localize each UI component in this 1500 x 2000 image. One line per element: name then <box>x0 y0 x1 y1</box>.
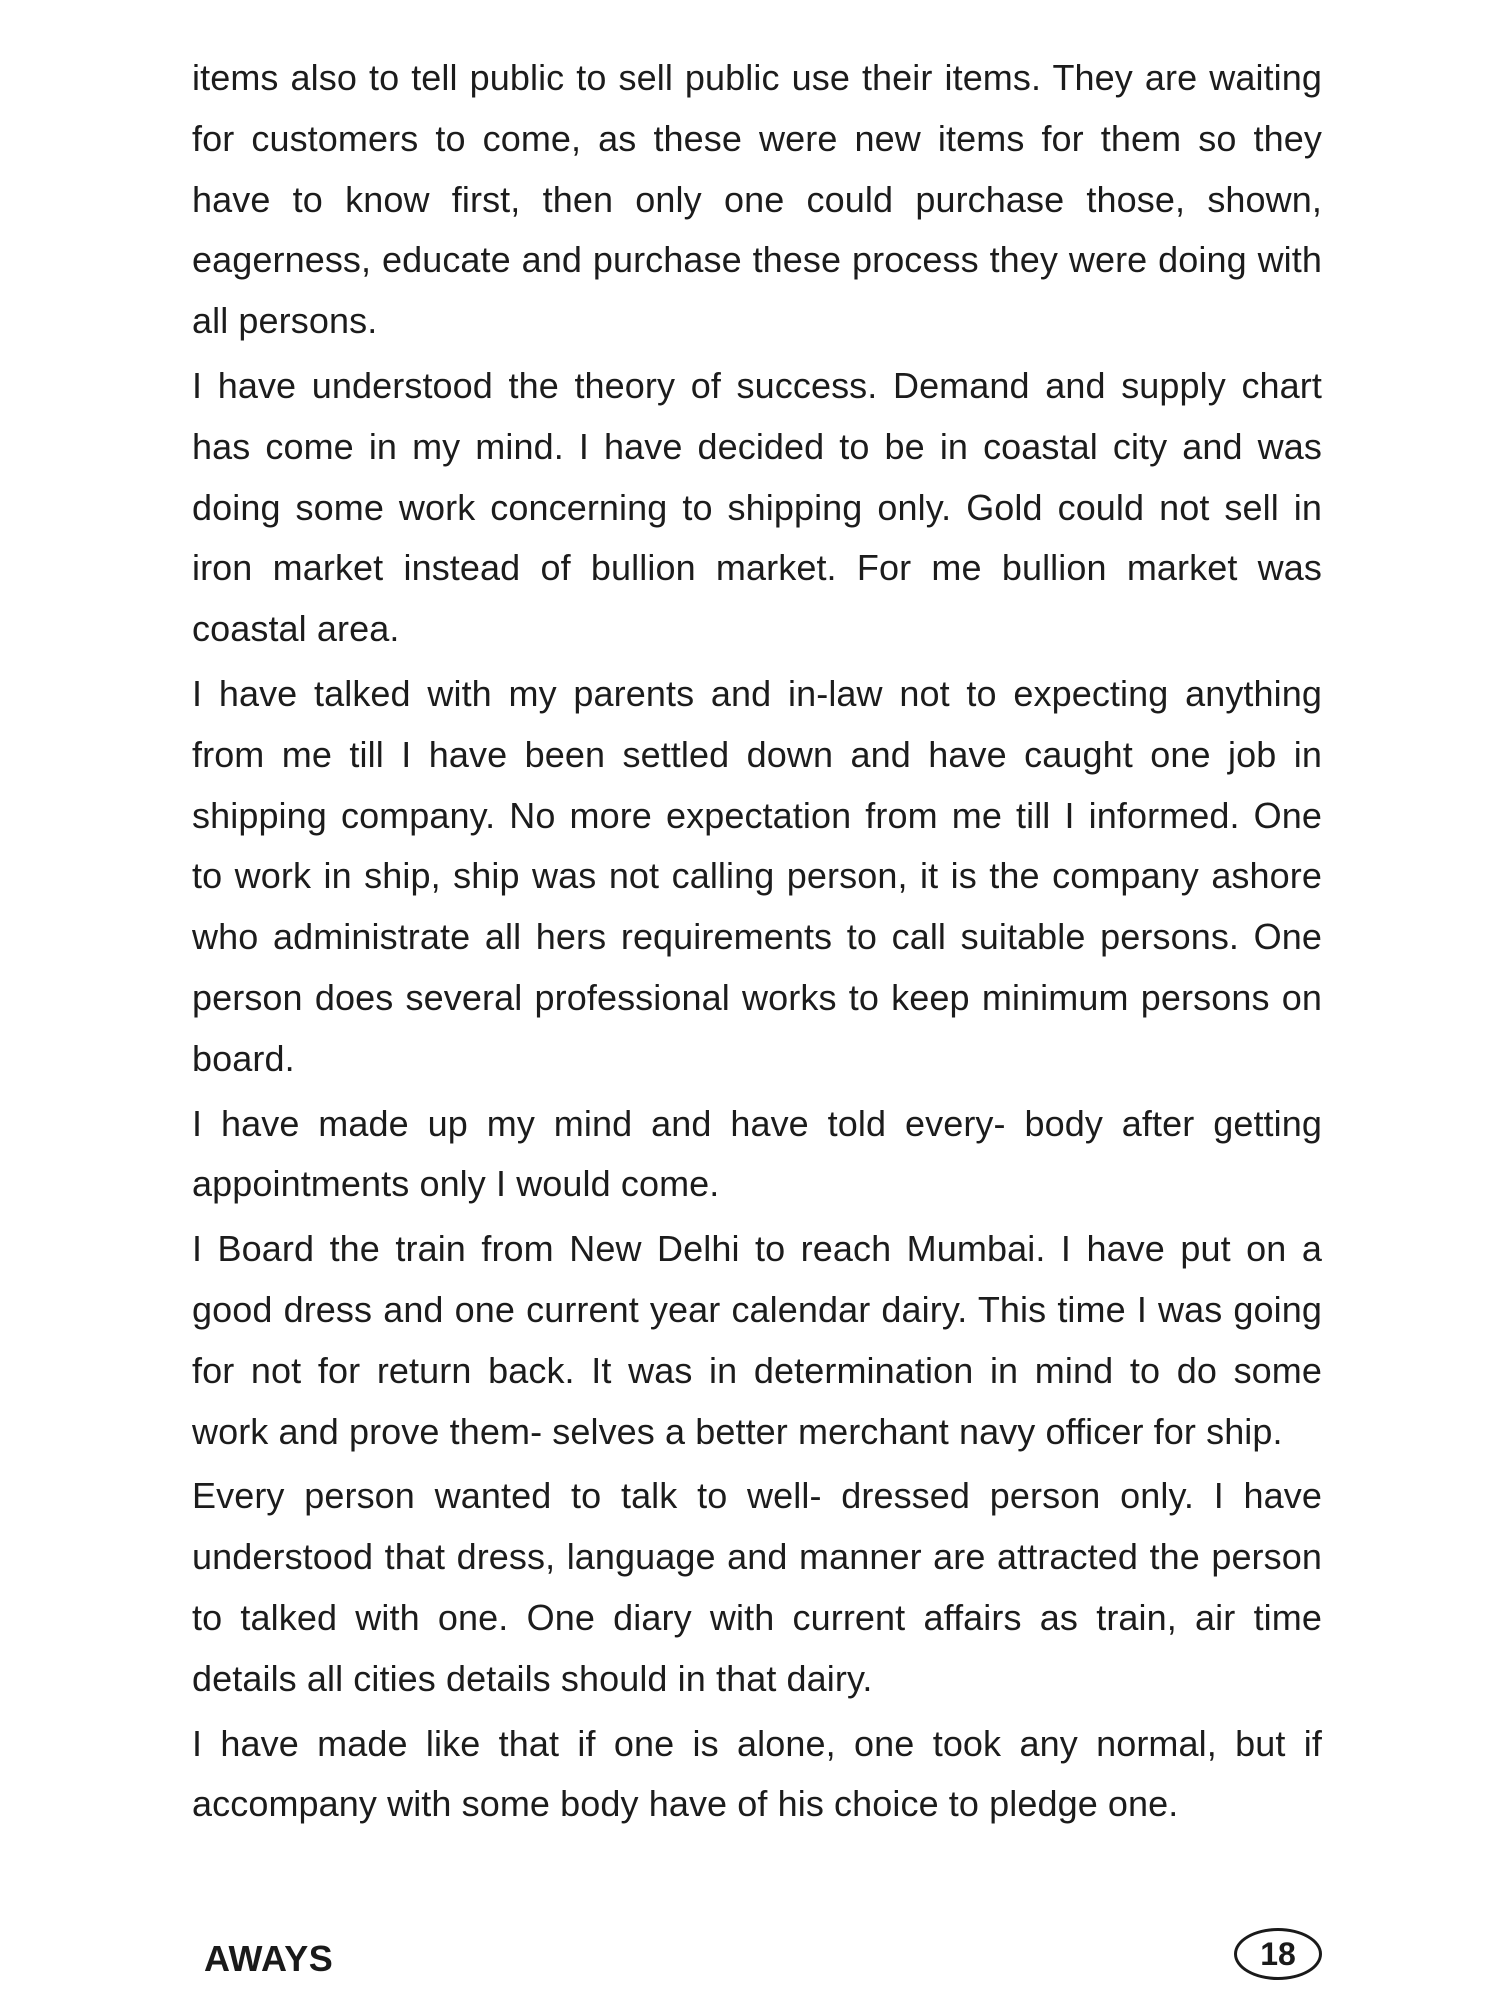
paragraph-7: I have made like that if one is alone, one took any normal, but if accompany with some body have of his choice to pledge one. <box>192 1722 1322 1825</box>
paragraph-5: I Board the train from New Delhi to reach Mumbai. I have put on a good dress and one current year calendar dairy. This time I was going for not for return back. It was in determination in mind to do some work and prove them- selves a better merchant navy officer for ship. <box>192 1228 1322 1452</box>
body-text <box>192 48 1322 1835</box>
page-footer <box>192 1928 1322 1988</box>
book-title: AWAYS <box>204 1938 334 1979</box>
paragraph-4: I have made up my mind and have told every- body after getting appointments only I would come. <box>192 1102 1322 1205</box>
page-number-badge: 18 <box>1234 1928 1322 1980</box>
book-page <box>192 48 1322 1978</box>
paragraph-1: items also to tell public to sell public use their items. They are waiting for customers to come, as these were new items for them so they have to know first, then only one could purchase those, shown, eagerness, educate and purchase these process they were doing with all persons. <box>192 57 1322 342</box>
paragraph-6: Every person wanted to talk to well- dressed person only. I have understood that dress, language and manner are attracted the person to talked with one. One diary with current affairs as train, air time details all cities details should in that dairy. <box>192 1475 1322 1699</box>
paragraph-3: I have talked with my parents and in-law not to expecting anything from me till I have been settled down and have caught one job in shipping company. No more expectation from me till I informed. One to work in ship, ship was not calling person, it is the company ashore who administrate all hers requirements to call suitable persons. One person does several professional works to keep minimum persons on board. <box>192 672 1322 1079</box>
paragraph-2: I have understood the theory of success. Demand and supply chart has come in my mind. I have decided to be in coastal city and was doing some work concerning to shipping only. Gold could not sell in iron market instead of bullion market. For me bullion market was coastal area. <box>192 364 1322 650</box>
